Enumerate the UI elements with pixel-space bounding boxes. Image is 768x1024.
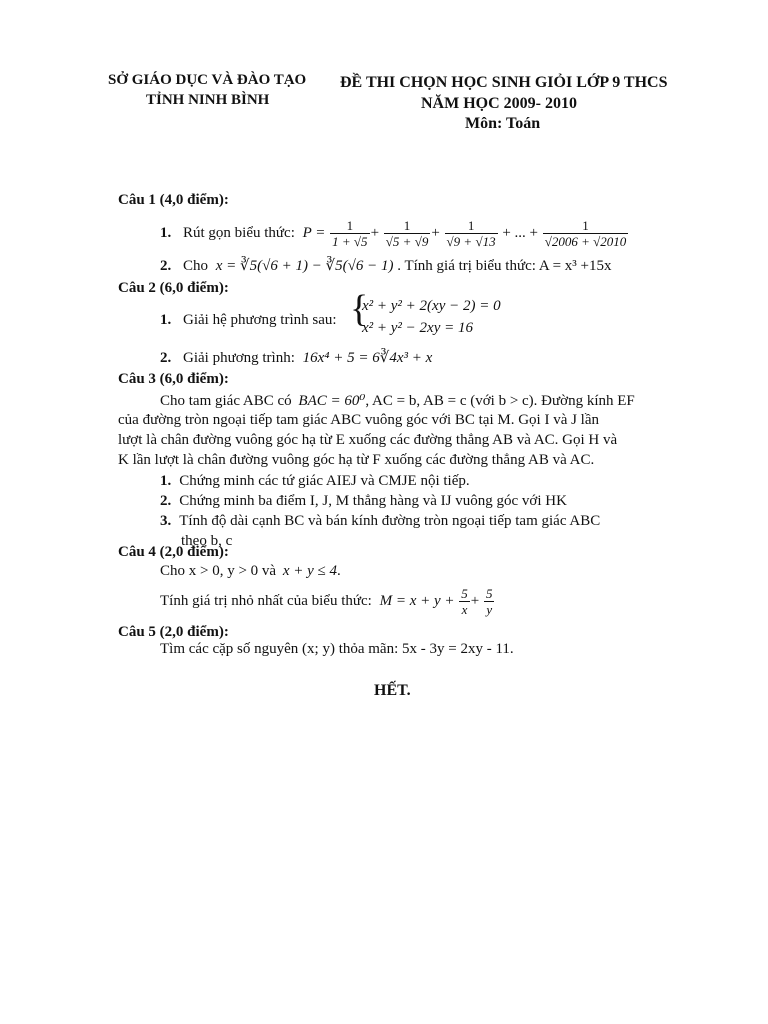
q4-question: Tính giá trị nhỏ nhất của biểu thức: M = x + y + $\frac{5}{x}$ + $\frac{5}{y}$ [160,586,493,617]
department-name: SỞ GIÁO DỤC VÀ ĐÀO TẠO [108,72,307,88]
angle-bac: BAC = 60⁰ [298,393,366,409]
q1-part2-question: . Tính giá trị biểu thức: A = x³ +15x [397,258,612,274]
q1-part2 [160,256,612,275]
q4-fraction-5-y: $\frac{5}{y}$ [485,586,493,617]
end-marker: HẾT. [374,682,411,699]
subject: Môn: Toán [465,115,541,132]
question-3-heading: Câu 3 (6,0 điểm): [118,371,229,387]
question-4-heading: Câu 4 (2,0 điểm): [118,544,229,560]
q2-part2-equation: 16x⁴ + 5 = 6∛4x³ + x [302,350,433,366]
q1-part2-expression: x = ∛5(√6 + 1) − ∛5(√6 − 1) [215,258,394,274]
q4-fraction-5-x: $\frac{5}{x}$ [461,586,468,617]
question-2-heading: Câu 2 (6,0 điểm): [118,280,229,296]
q1-part1: 1. Rút gọn biểu thức: P = $\frac{1}{1 + √5}$ + $\frac{1}{√5 + √9}$ + $\frac{1}{√9 + √13}$ + ... + $\frac{1}{√2006 + √2010}$ [160,218,627,249]
q1-term-2: $\frac{1}{√5 + √9}$ [385,218,429,249]
system-equation-1: x² + y² + 2(xy − 2) = 0 [362,298,501,314]
q3-item-3: 3. Tính độ dài cạnh BC và bán kính đường tròn ngoại tiếp tam giác ABC [160,513,601,529]
q4-constraint: x + y ≤ 4 [282,563,338,579]
q3-item-3-continued: theo b, c [181,533,233,549]
q2-part1-number: 1. [160,312,172,328]
q4-condition: Cho x > 0, y > 0 và x + y ≤ 4. [160,563,341,579]
q5-statement: Tìm các cặp số nguyên (x; y) thỏa mãn: 5x - 3y = 2xy - 11. [160,641,514,657]
q1-part1-number: 1. [160,224,172,241]
q1-term-3: $\frac{1}{√9 + √13}$ [446,218,496,249]
q2-part2 [160,348,432,367]
q1-ellipsis: + ... + [502,224,539,241]
q1-term-last: $\frac{1}{√2006 + √2010}$ [544,218,627,249]
question-5-heading: Câu 5 (2,0 điểm): [118,624,229,640]
q3-paragraph-line-4: K lần lượt là chân đường vuông góc hạ từ F xuống các đường thẳng AB và AC. [118,452,595,468]
question-1-heading: Câu 1 (4,0 điểm): [118,192,229,208]
system-brace: { [350,288,369,330]
equation-system [350,288,530,340]
q1-part2-text: Cho [183,258,209,274]
q3-paragraph-line-3: lượt là chân đường vuông góc hạ từ E xuống các đường thẳng AB và AC. Gọi H và [118,432,618,448]
q1-p-label: P = [302,224,326,241]
province-name: TỈNH NINH BÌNH [146,92,270,108]
q3-item-2: 2. Chứng minh ba điểm I, J, M thẳng hàng và IJ vuông góc với HK [160,493,567,509]
q1-part2-number: 2. [160,258,172,274]
q1-term-1: $\frac{1}{1 + √5}$ [332,218,368,249]
q2-part1-text: Giải hệ phương trình sau: [183,312,337,328]
q3-item-1: 1. Chứng minh các tứ giác AIEJ và CMJE nội tiếp. [160,473,470,489]
q2-part1 [160,312,337,329]
exam-title: ĐỀ THI CHỌN HỌC SINH GIỎI LỚP 9 THCS [340,74,668,91]
q2-part2-text: Giải phương trình: [183,350,295,366]
q4-question-text: Tính giá trị nhỏ nhất của biểu thức: [160,592,372,609]
q1-part1-text: Rút gọn biểu thức: [183,224,295,241]
q2-part2-number: 2. [160,350,172,366]
system-equation-2: x² + y² − 2xy = 16 [362,320,473,336]
school-year: NĂM HỌC 2009- 2010 [421,95,577,112]
q3-paragraph-line-1: Cho tam giác ABC có BAC = 60⁰, AC = b, AB = c (với b > c). Đường kính EF [160,393,635,409]
q3-paragraph-line-2: của đường tròn ngoại tiếp tam giác ABC vuông góc với BC tại M. Gọi I và J lần [118,412,600,428]
q4-expression: M = x + y + [379,592,455,609]
